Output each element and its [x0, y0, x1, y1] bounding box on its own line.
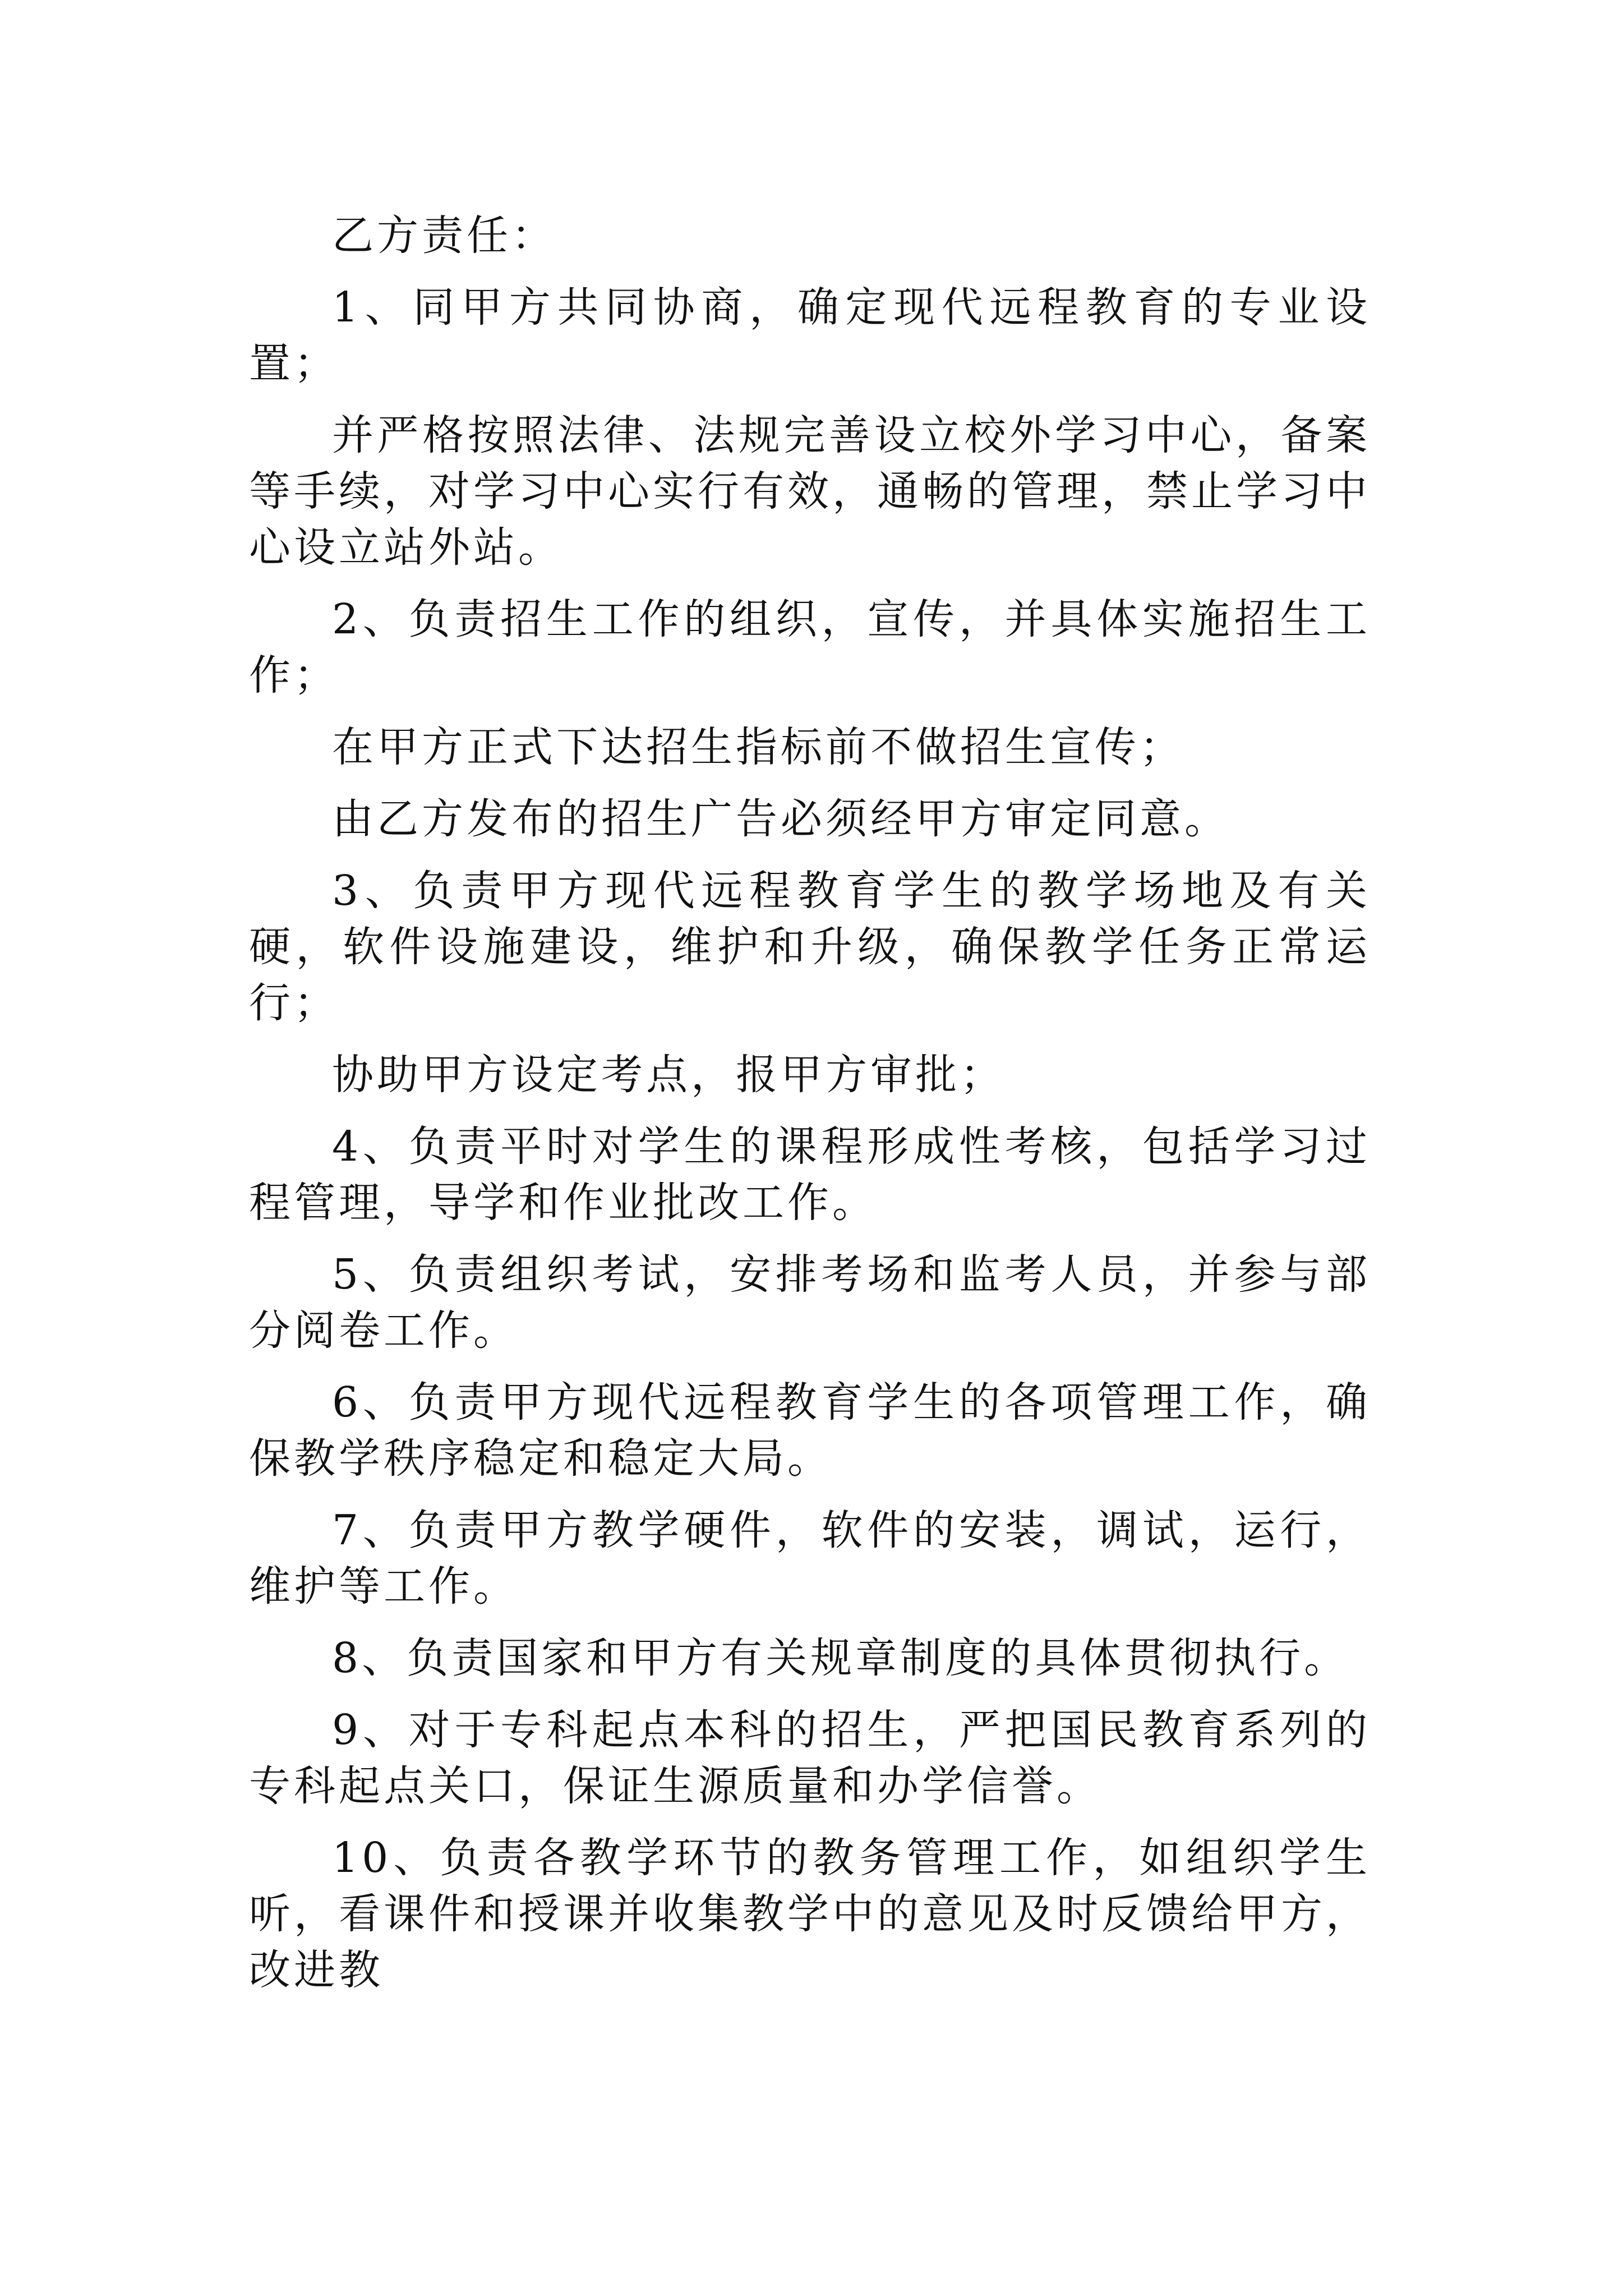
paragraph: 5、负责组织考试，安排考场和监考人员，并参与部分阅卷工作。	[249, 1250, 1371, 1355]
section-heading: 乙方责任：	[332, 211, 556, 260]
paragraph: 8、负责国家和甲方有关规章制度的具体贯彻执行。	[332, 1634, 1349, 1682]
paragraph: 1、同甲方共同协商，确定现代远程教育的专业设置；	[249, 283, 1371, 388]
paragraph: 7、负责甲方教学硬件，软件的安装，调试，运行，维护等工作。	[249, 1506, 1371, 1611]
paragraph: 2、负责招生工作的组织，宣传，并具体实施招生工作；	[249, 595, 1371, 700]
paragraph: 并严格按照法律、法规完善设立校外学习中心，备案等手续，对学习中心实行有效，通畅的管理，禁止学习中心设立站外站。	[249, 411, 1371, 572]
paragraph: 协助甲方设定考点，报甲方审批；	[332, 1051, 1005, 1099]
paragraph: 9、对于专科起点本科的招生，严把国民教育系列的专科起点关口，保证生源质量和办学信誉。	[249, 1706, 1371, 1810]
paragraph: 在甲方正式下达招生指标前不做招生宣传；	[332, 723, 1184, 771]
paragraph: 3、负责甲方现代远程教育学生的教学场地及有关硬，软件设施建设，维护和升级，确保教学任务正常运行；	[249, 867, 1371, 1027]
document-body	[249, 208, 1371, 2014]
paragraph: 4、负责平时对学生的课程形成性考核，包括学习过程管理，导学和作业批改工作。	[249, 1122, 1371, 1227]
paragraph: 6、负责甲方现代远程教育学生的各项管理工作，确保教学秩序稳定和稳定大局。	[249, 1378, 1371, 1483]
paragraph: 10、负责各教学环节的教务管理工作，如组织学生听，看课件和授课并收集教学中的意见及时反馈给甲方，改进教	[249, 1834, 1371, 1994]
paragraph: 由乙方发布的招生广告必须经甲方审定同意。	[332, 795, 1229, 843]
